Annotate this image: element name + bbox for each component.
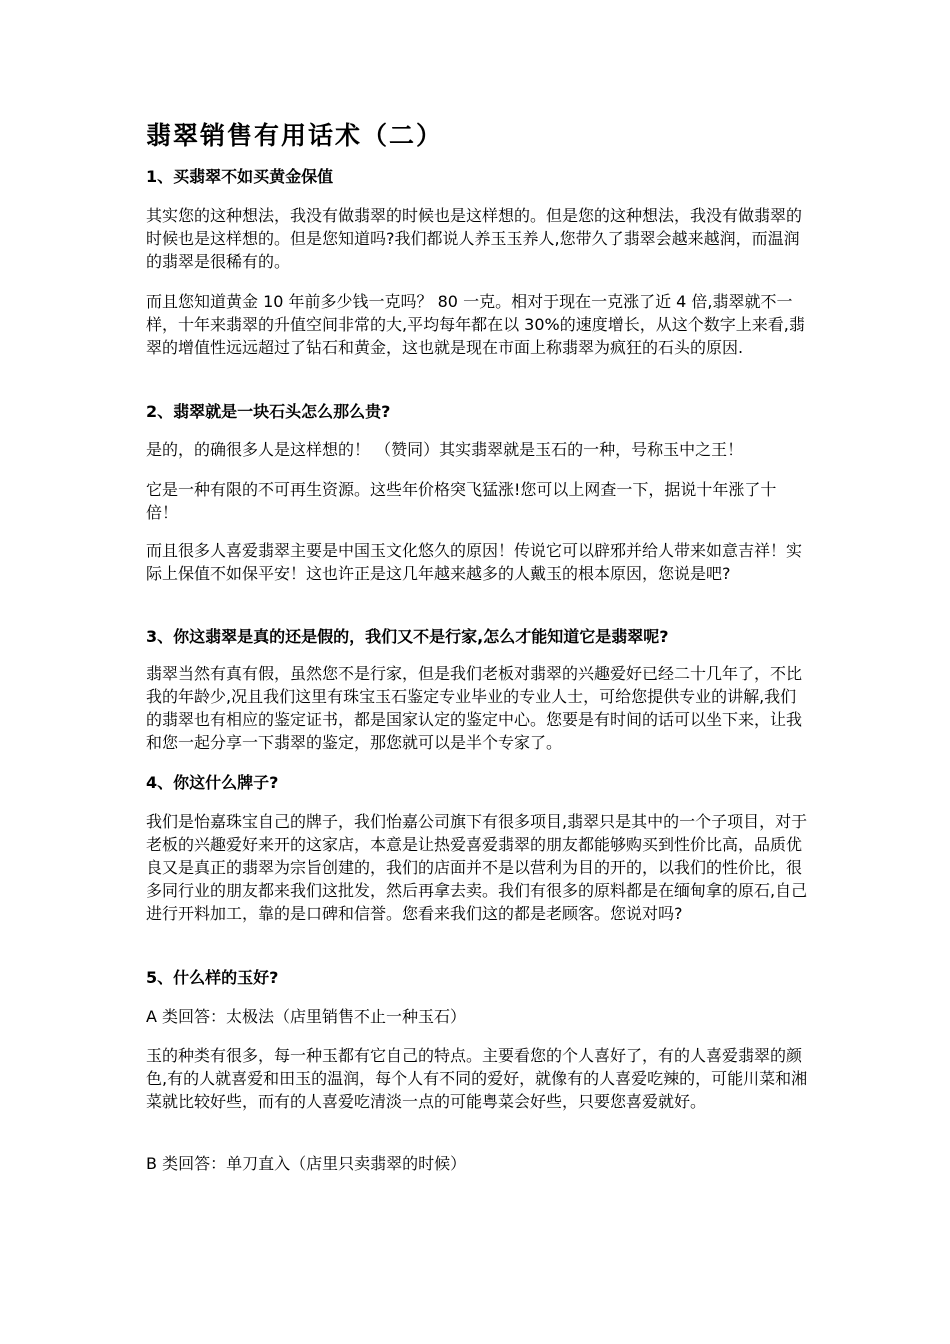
section-5-answer-a-label: A 类回答：太极法（店里销售不止一种玉石） [146,1007,467,1026]
section-2-paragraph-2: 它是一种有限的不可再生资源。这些年价格突飞猛涨!您可以上网查一下，据说十年涨了十倍！ [146,480,777,522]
section-1-paragraph-1: 其实您的这种想法，我没有做翡翠的时候也是这样想的。但是您的这种想法，我没有做翡翠的时候也是这样想的。但是您知道吗?我们都说人养玉玉养人,您带久了翡翠会越来越润，而温润的翡翠是很稀有的。 [146,206,803,271]
section-2-paragraph-1: 是的，的确很多人是这样想的！ （赞同）其实翡翠就是玉石的一种，号称玉中之王！ [146,440,744,459]
section-1-heading: 1、买翡翠不如买黄金保值 [146,167,334,186]
section-4-paragraph-1: 我们是怡嘉珠宝自己的牌子，我们怡嘉公司旗下有很多项目,翡翠只是其中的一个子项目，对于老板的兴趣爱好来开的这家店，本意是让热爱喜爱翡翠的朋友都能够购买到性价比高，品质优良又是真正的翡翠为宗旨创建的，我们的店面并不是以营利为目的开的，以我们的性价比，很多同行业的朋友都来我们这批发，然后再拿去卖。我们有很多的原料都是在缅甸拿的原石,自己进行开料加工，靠的是口碑和信誉。您看来我们这的都是老顾客。您说对吗? [146,812,808,923]
section-5-answer-b-label: B 类回答：单刀直入（店里只卖翡翠的时候） [146,1154,467,1173]
section-2-heading: 2、翡翠就是一块石头怎么那么贵? [146,402,391,421]
section-4-heading: 4、你这什么牌子? [146,773,279,792]
document-title: 翡翠销售有用话术（二） [146,121,444,150]
section-1-paragraph-2: 而且您知道黄金 10 年前多少钱一克吗？ 80 一克。相对于现在一克涨了近 4 倍,翡翠就不一样，十年来翡翠的升值空间非常的大,平均每年都在以 30%的速度增长，从这个数字上来看,翡翠的增值性远远超过了钻石和黄金，这也就是现在市面上称翡翠为疯狂的石头的原因. [146,292,805,357]
section-3-paragraph-1: 翡翠当然有真有假，虽然您不是行家，但是我们老板对翡翠的兴趣爱好已经二十几年了，不比我的年龄少,况且我们这里有珠宝玉石鉴定专业毕业的专业人士，可给您提供专业的讲解,我们的翡翠也有相应的鉴定证书，都是国家认定的鉴定中心。您要是有时间的话可以坐下来，让我和您一起分享一下翡翠的鉴定，那您就可以是半个专家了。 [146,664,803,752]
section-2-paragraph-3: 而且很多人喜爱翡翠主要是中国玉文化悠久的原因！传说它可以辟邪并给人带来如意吉祥！实际上保值不如保平安！这也许正是这几年越来越多的人戴玉的根本原因，您说是吧? [146,541,803,583]
section-5-paragraph-1: 玉的种类有很多，每一种玉都有它自己的特点。主要看您的个人喜好了，有的人喜爱翡翠的颜色,有的人就喜爱和田玉的温润，每个人有不同的爱好，就像有的人喜爱吃辣的，可能川菜和湘菜就比较好些，而有的人喜爱吃清淡一点的可能粤菜会好些，只要您喜爱就好。 [146,1046,808,1111]
section-5-heading: 5、什么样的玉好? [146,968,279,987]
section-3-heading: 3、你这翡翠是真的还是假的，我们又不是行家,怎么才能知道它是翡翠呢? [146,627,669,646]
